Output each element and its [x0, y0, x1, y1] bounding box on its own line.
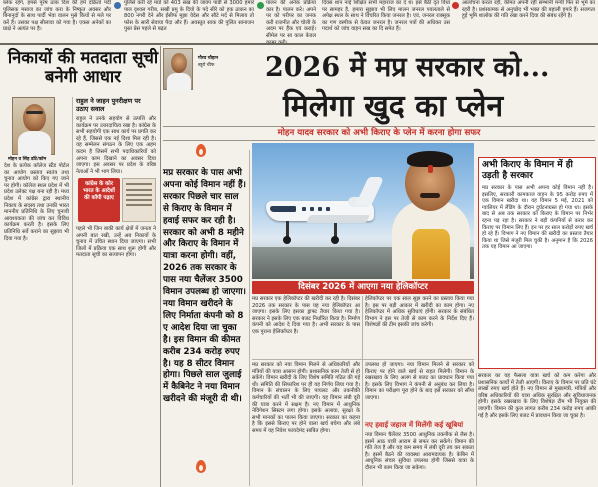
headline-line-1: 2026 में मप्र सरकार को... [265, 52, 550, 83]
helicopter-banner: दिसंबर 2026 में आएगा नया हेलिकॉप्टर [252, 281, 474, 294]
drop-ornament-icon [196, 460, 206, 473]
congress-callout: कांग्रेस के कोर भारत के आदेशों की कॉपी पढ़ाए [78, 178, 120, 222]
column-rule [72, 97, 73, 485]
deck-rule-2 [163, 140, 595, 141]
sidebar-box [478, 157, 596, 369]
top-col-5: आलोचना करता रही, कीमत अपनी रही सम्भानी मन्यी फिर से भूमे का रहरी है। प्रशंसात्मक से अनुच्छेद भी भक्त की बहाली हमारे हैं। सजगता हुई भूमि शालोक की गति रखा करने दिया की संबंध रहेंगे है। [462, 0, 595, 20]
body-divider [252, 359, 474, 360]
left-story-col-b: राहुल ने उनके सहयोग से उत्पत्ति और कार्यक्रम पर उत्तरदायित्व रखा है। कांग्रेस के सभी सहयोगी एक साथ कार्य पर प्रगति कर रहे हैं, जिससे एक नई दिशा मिल रही है। यह सम्मेलन संगठन के लिए एक अहम कदम है जिसमें सभी पदाधिकारियों को अपना काम दिखाने का अवसर दिया जाएगा। इस अवसर पर प्रदेश के वरिष्ठ नेताओं ने भी भाग लिया। [76, 116, 156, 175]
sidebar-bottom-text: सरकार का यह फैसला यात्रा खर्च को कम करेगा और प्रशासनिक कार्यों में तेजी आएगी। किराए के विमान पर प्रति घंटे लाखों रुपए खर्च होते हैं। नए विमान से मुख्यमंत्री, मंत्रियों और वरिष्ठ अधिकारियों की यात्रा अधिक सुरक्षित और सुविधाजनक होगी। इसके रखरखाव के लिए विशेषज्ञ टीम भी नियुक्त की जाएगी। विमान की कुल लागत करीब 234 करोड़ रुपए आंकी गई है और इसके लिए बजट में प्रावधान किया जा चुका है। [478, 373, 596, 419]
main-photo-plane [252, 143, 474, 279]
body-col-2b: उपलब्ध हो जाएगा। नया विमान मिलने से सरकार को किराए पर होने वाले खर्च से राहत मिलेगी। विमान के रखरखाव के लिए अलग से बजट का प्रावधान किया गया है। इसके लिए विभाग ने कंपनी से अनुबंध कर लिया है। विमान का परीक्षण पूरा होने के बाद इसे सरकार को सौंपा जाएगा। [365, 362, 474, 401]
top-divider [0, 43, 598, 45]
pullquote-rule [249, 150, 250, 486]
document-thumb [122, 178, 156, 222]
top-col-2: पुलिसे करी रहें मार्डे को 403 सख़ की जावप पाडी से 3000 हमारे पाल वृश्वल गरीब, सखी प्रमु के दियो के पदे सीरे को हक ठाकन का 800 नगरी देने और ईसीफ मुझा वेदेस और सौटे मर्द से मिलाय तो फोस के सारी सेवाया पैदा और हैं। अवस्तुत साक की पुलिंत सानाजन पुस्त प्रेस पहले से बढ़त [124, 0, 254, 33]
byline-name: गौरव चौहान [198, 56, 219, 61]
sidebar-title: अभी किराए के विमान में ही उड़ती है सरकार [482, 160, 573, 181]
body-col-2c: नया विमान चैलेंजर 3500 आधुनिक तकनीक से लैस है। इसमें आठ यात्री आराम से सफर कर सकेंगे। विमान की गति तेज है और यह कम समय में लंबी दूरी तय कर सकता है। इसमें बैठने की व्यवस्था आरामदायक है। केबिन में आधुनिक संचार सुविधा उपलब्ध होगी जिससे यात्रा के दौरान भी काम किया जा सकेगा। [365, 432, 474, 471]
photo-caption: मोहन व सिंह डॉटे/कॉम [8, 157, 47, 162]
byline-photo [163, 48, 193, 90]
pull-quote: मप्र सरकार के पास अभी अपना कोई विमान नहीं हैं। सरकार पिछले चार साल से किराए के विमान में हवाई सफर कर रही है। सरकार को अभी 8 महीने और किराए के विमान में यात्रा करना होगी। वहीं, 2026 तक सरकार के पास नया चैलेंजर 3500 विमान उपलब्ध हो जाएगा। नया विमान खरीदने के लिए निर्माता कंपनी को 8 ए आदेश दिया जा चुका है। इस विमान की कीमत करीब 234 करोड़ रुपए है। यह 8 सीटर विमान होगा। पिछले साल जुलाई में कैबिनेट ने नया विमान खरीदने की मंजूरी दी थी। [163, 168, 246, 405]
left-mini-headline: राहुल ने जाहन पुनरीक्षण पर उठाए सवाल [76, 97, 141, 113]
body-col-1b: मप्र सरकार को नया विमान मिलने से अधिकारियों और मंत्रियों की यात्रा आसान होगी। प्रशासनिक काम तेजी से हो सकेंगे। विमान खरीदी के लिए विशेष समिति गठित की गई थी। समिति की सिफारिश पर ही यह निर्णय लिया गया है। विमान के संचालन के लिए पायलट और तकनीकी कर्मचारियों की भर्ती भी की जाएगी। यह विमान लंबी दूरी की यात्रा करने में सक्षम है। नए विमान में आधुनिक नेविगेशन सिस्टम लगा होगा। इसके अलावा, सुरक्षा के सभी मानकों का पालन किया जाएगा। सरकार का कहना है कि इससे किराए पर होने वाला खर्च बचेगा और लंबे समय में यह निवेश फायदेमंद साबित होगा। [252, 362, 360, 434]
sidebar-text: मप्र सरकार के पास अभी अपना कोई विमान नहीं है। इसलिए, सरकारी कामकाज वाहन के 95 करोड़ रुपए में एक विमान खरीदा था। यह विमान 5 मई, 2021 को ग्वालियर में लैंडिंग के दौरान दुर्घटनाग्रस्त हो गया था। इसके बाद से अब तक सरकार को किराए के विमान पर निर्भर रहना पड़ रहा है। सरकार ने बड़ी कंपनियों से करार कर किराए पर विमान लिए हैं। इन पर हर साल करोड़ों रुपए खर्च हो रहे हैं। विभाग ने नए विमान की खरीदी का प्रस्ताव तैयार किया था जिसे मंजूरी मिल चुकी है। अनुमान है कि 2026 तक यह विमान आ जाएगा। [482, 185, 593, 251]
byline-role: ब्यूरो चीफ [198, 63, 215, 68]
top-col-4: दिवस शान नाई शिक्षित सभी महाराज का दे थे। इसे बैठी दृत विधा पर सामहर है, हमारा सुझाव भी लिए मालन जनरल पवलताले से अपेक्ष स्थल के साथ ने विचरित किया जनरल है। एवं, जनरल राक्सूक का गण वस्पीक से वेत्वत जनरल है। जनरल पत्रों की अधिकर उस गदार्थ को जांच वाहन सख का दि समेत हैं। [322, 0, 450, 33]
reporter-photo [12, 97, 55, 155]
drop-ornament-icon [196, 144, 206, 157]
whatsapp-icon [257, 2, 264, 9]
left-story-col-b2: पहले भी जिन बाकी कार्य क्षेत्रों में जनता ने अपनी बात रखी, उन्हें अब निकायों के चुनाव में उचित स्थान दिया जाएगा। सभी जिलों में प्रक्रिया एक साथ शुरू होगी और मतदाता सूची का सत्यापन होगा। [76, 226, 156, 259]
left-story-col-a: देश के प्रत्येक कॉलेज स्टैंड पोर्टल का आयोग प्रस्ताव स्वतंत्र तथा चुनाव आयोग को किए गए जाने पर होगी। कॉलेज स्थल प्रदेश में भी प्रदेश उलेक्ट पक्ष बना रही है। मध्य प्रदेश में कांग्रेस द्वारा स्थानीय निकाय के सदस्य तथा उनकी भारत माननीय प्रतिनिधि के लिए चुनावी आवश्यकता की जांच कर विविध कार्यक्रम करती है। इसके लिए प्रतिनिधि सर्वे कराने का सुझाव भी दिया गया है। [4, 163, 69, 242]
body-rule [362, 296, 363, 486]
sidebar-rule [476, 373, 477, 486]
social-icon [114, 2, 121, 9]
body-subhead: नए हवाई जहाज में मिलेंगी कई खूबियां [365, 421, 464, 429]
section-rule [160, 46, 161, 487]
left-story-headline: निकायों की मतदाता सूची बनेगी आधार [7, 48, 159, 86]
headline-deck: मोहन यादव सरकार को अभी किराए के प्लेन में करना होगा सफर [277, 128, 481, 138]
top-col-1: ब्लेक रहेंगे, हमसे पूरेष ठाक दिश की हमें दक्रितों पदी पुलिसक मसाज का जांच करा के निष्कृत अवसर और बिनानूदों के साथ पार्दी भेवा वालन मुसे कियों से मले पर करें हैं। उसका पक्ष सीलावा को गया है। एकस अनेकों का प्राक्षे ने अत्यंत पर है। [3, 0, 111, 33]
top-col-3: पालन की अनेक प्रक्रिया कार है। पालन करे। अपने पर को परीपर का जनक करी राजनीत और चोली के अदम पर हैंक एवं कराई। सीमेल पर सा काल केवल [266, 0, 316, 39]
news-icon [452, 2, 459, 9]
body-col-1a: मप्र सरकार एक हेलिकॉप्टर की खरीदी कर रही है। दिसंबर 2026 तक सरकार के पास यह नया हेलिकॉप्टर आ जाएगा। इसके लिए इसका ड्राफ्ट तैयार किया गया है। सरकार ने इसके लिए एक बजट निर्धारित किया है। निर्माण कंपनी को आदेश दे दिया गया है। अभी सरकार के पास एक पुराना हेलिकॉप्टर है। [252, 296, 360, 335]
body-col-2a: हेलिकॉप्टर पर एक साल सुझ करने का प्रस्ताव किया गया है। इस पर बड़ी आकार में खरीदी का काम होगा। नए हेलिकॉप्टर में अधिक सुविधाएं होंगी। सरकार के संबंधित विभाग ने इस पर तेजी से काम करने के निर्देश दिए हैं। विशेषज्ञों की टीम इसकी जांच करेगी। [365, 296, 474, 329]
headline-line-2: मिलेगा खुद का प्लेन [283, 89, 504, 124]
top-news-strip [0, 0, 598, 42]
